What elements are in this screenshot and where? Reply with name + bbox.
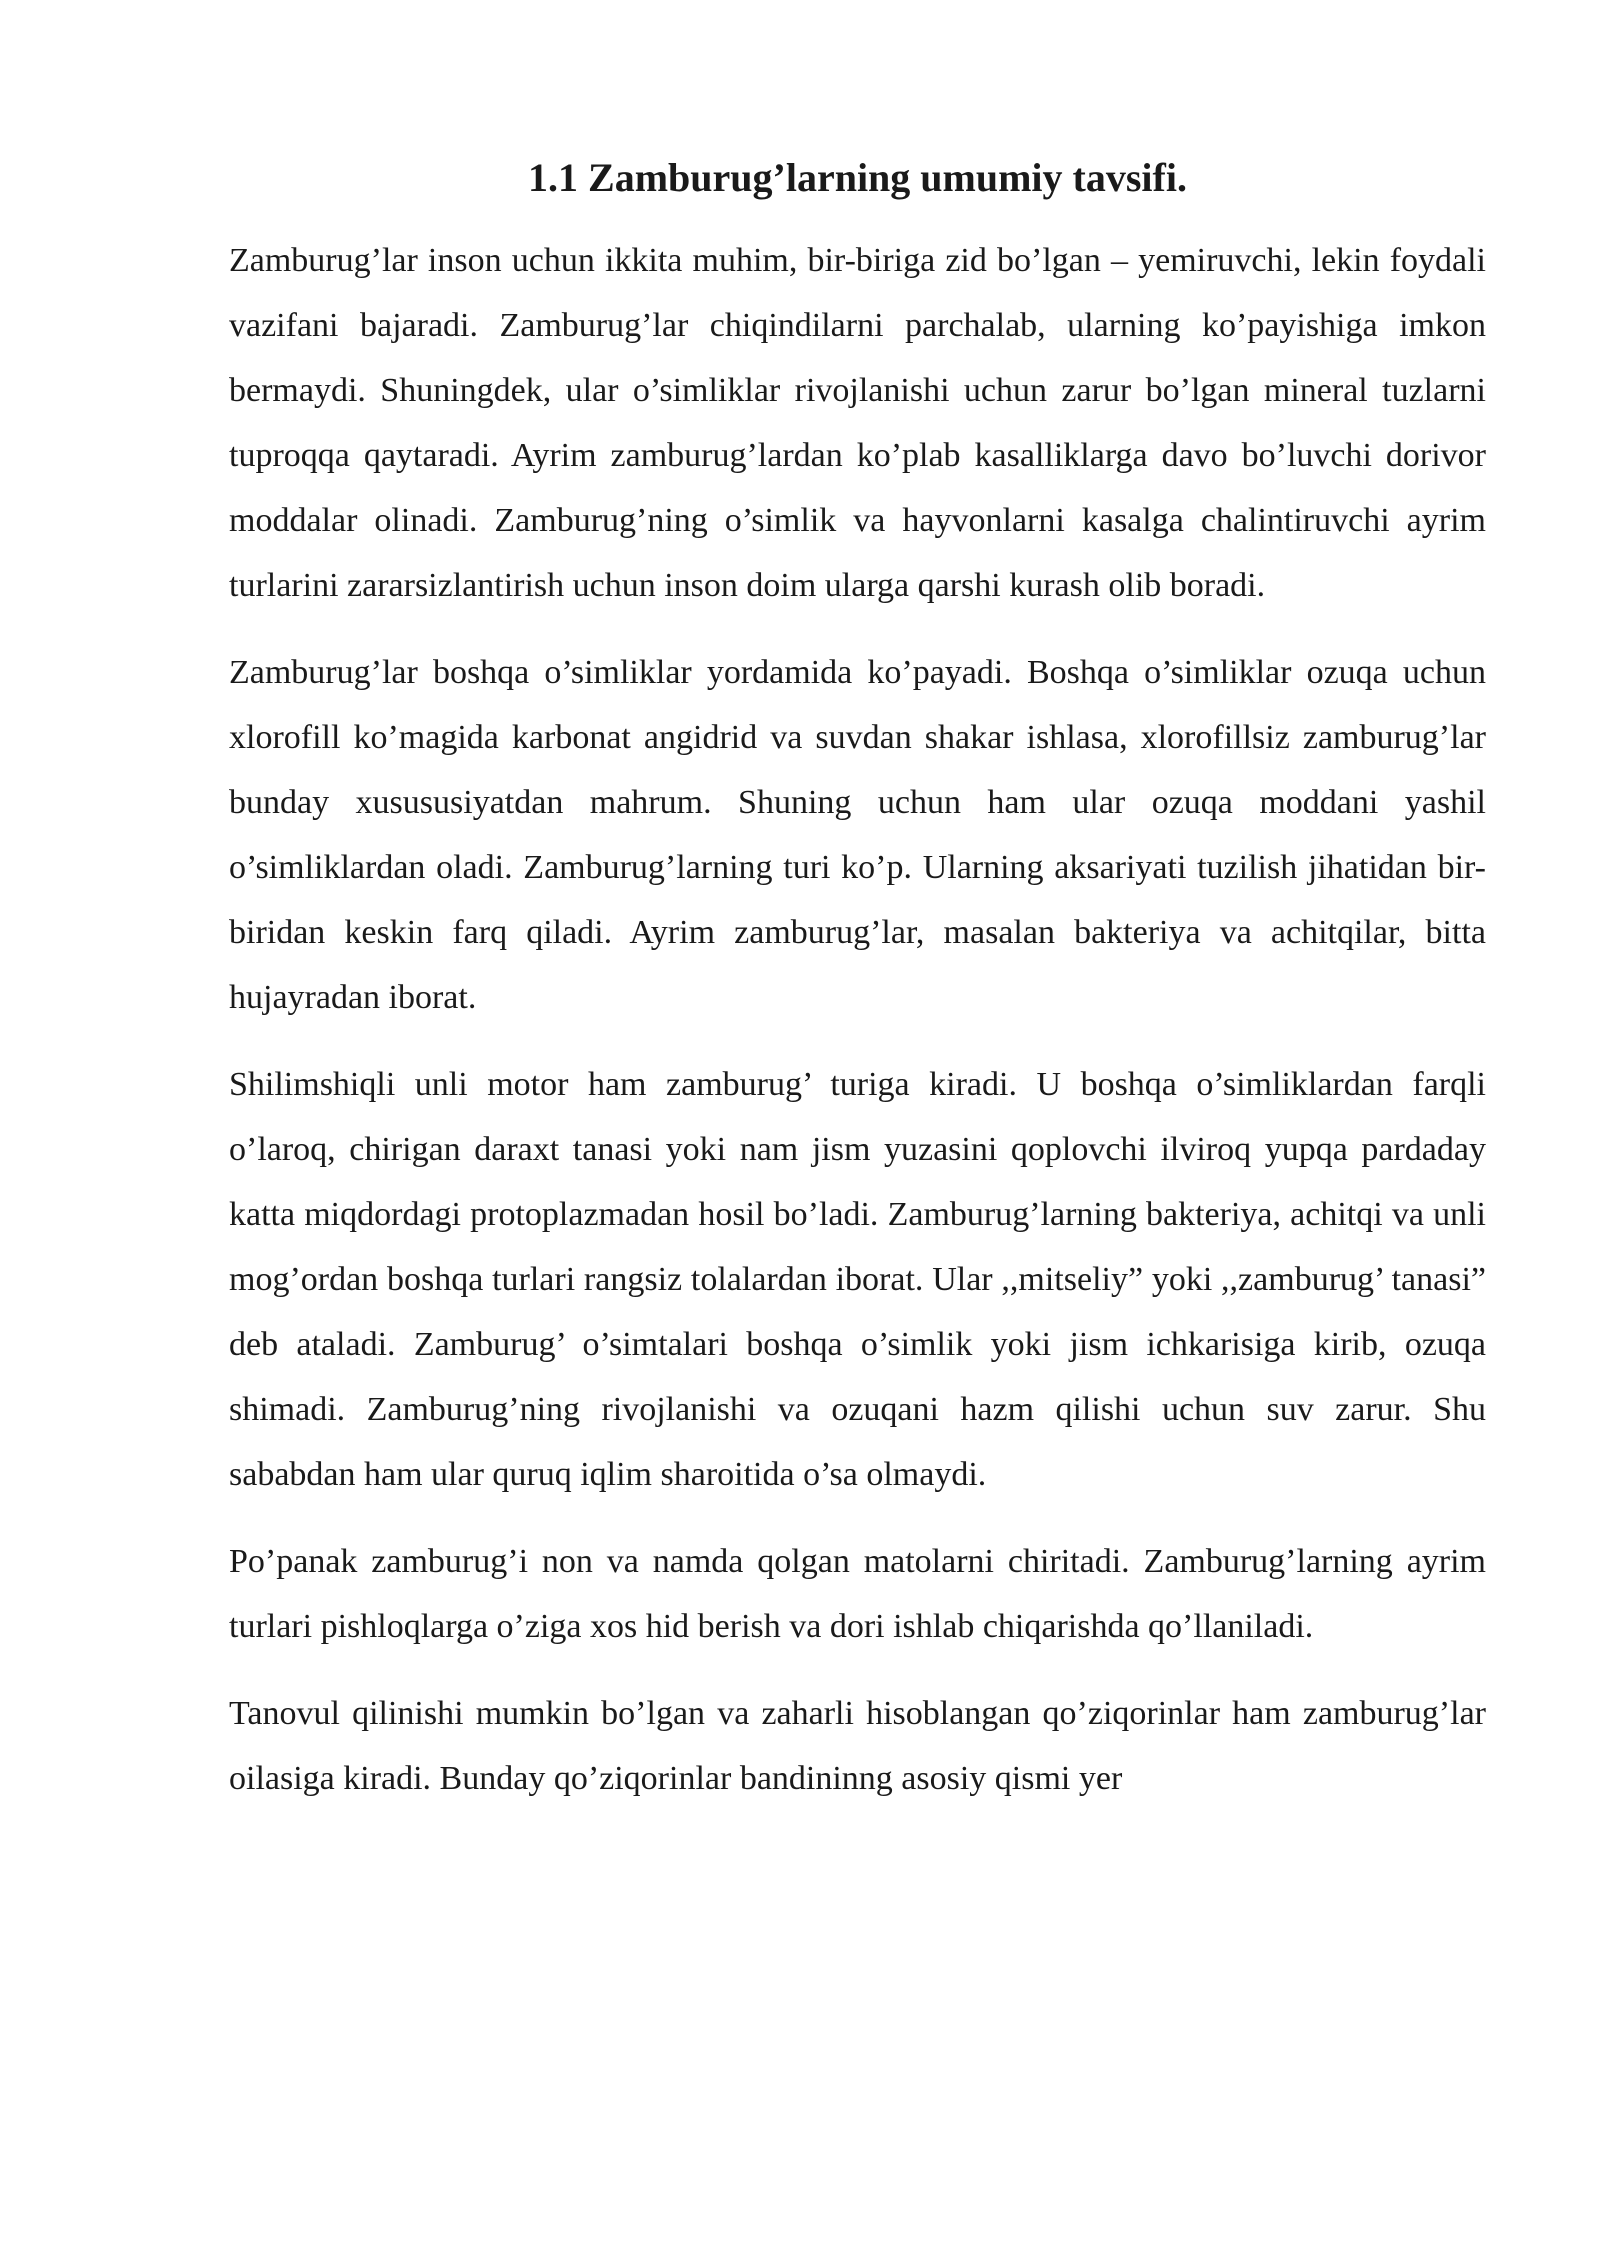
document-body: [229, 150, 1486, 1833]
section-heading: 1.1 Zamburug’larning umumiy tavsifi.: [528, 155, 1187, 200]
paragraph-3: Shilimshiqli unli motor ham zamburug’ turiga kiradi. U boshqa o’simliklardan farqli o’laroq, chirigan daraxt tanasi yoki nam jism yuzasini qoplovchi ilviroq yupqa pardaday katta miqdordagi protoplazmadan hosil bo’ladi. Zamburug’larning bakteriya, achitqi va unli mog’ordan boshqa turlari rangsiz tolalardan iborat. Ular ,,mitseliy” yoki ,,zamburug’ tanasi” deb ataladi. Zamburug’ o’simtalari boshqa o’simlik yoki jism ichkarisiga kirib, ozuqa shimadi. Zamburug’ning rivojlanishi va ozuqani hazm qilishi uchun suv zarur. Shu sababdan ham ular quruq iqlim sharoitida o’sa olmaydi.: [229, 1066, 1486, 1493]
paragraph-1: Zamburug’lar inson uchun ikkita muhim, bir-biriga zid bo’lgan – yemiruvchi, lekin foydali vazifani bajaradi. Zamburug’lar chiqindilarni parchalab, ularning ko’payishiga imkon bermaydi. Shuningdek, ular o’simliklar rivojlanishi uchun zarur bo’lgan mineral tuzlarni tuproqqa qaytaradi. Ayrim zamburug’lardan ko’plab kasalliklarga davo bo’luvchi dorivor moddalar olinadi. Zamburug’ning o’simlik va hayvonlarni kasalga chalintiruvchi ayrim turlarini zararsizlantirish uchun inson doim ularga qarshi kurash olib boradi.: [229, 242, 1486, 604]
paragraph-4: Po’panak zamburug’i non va namda qolgan matolarni chiritadi. Zamburug’larning ayrim turlari pishloqlarga o’ziga xos hid berish va dori ishlab chiqarishda qo’llaniladi.: [229, 1543, 1486, 1645]
paragraph-2: Zamburug’lar boshqa o’simliklar yordamida ko’payadi. Boshqa o’simliklar ozuqa uchun xlorofill ko’magida karbonat angidrid va suvdan shakar ishlasa, xlorofillsiz zamburug’lar bunday xusususiyatdan mahrum. Shuning uchun ham ular ozuqa moddani yashil o’simliklardan oladi. Zamburug’larning turi ko’p. Ularning aksariyati tuzilish jihatidan bir-biridan keskin farq qiladi. Ayrim zamburug’lar, masalan bakteriya va achitqilar, bitta hujayradan iborat.: [229, 654, 1486, 1016]
paragraph-5: Tanovul qilinishi mumkin bo’lgan va zaharli hisoblangan qo’ziqorinlar ham zamburug’lar oilasiga kiradi. Bunday qo’ziqorinlar bandininng asosiy qismi yer: [229, 1695, 1486, 1797]
